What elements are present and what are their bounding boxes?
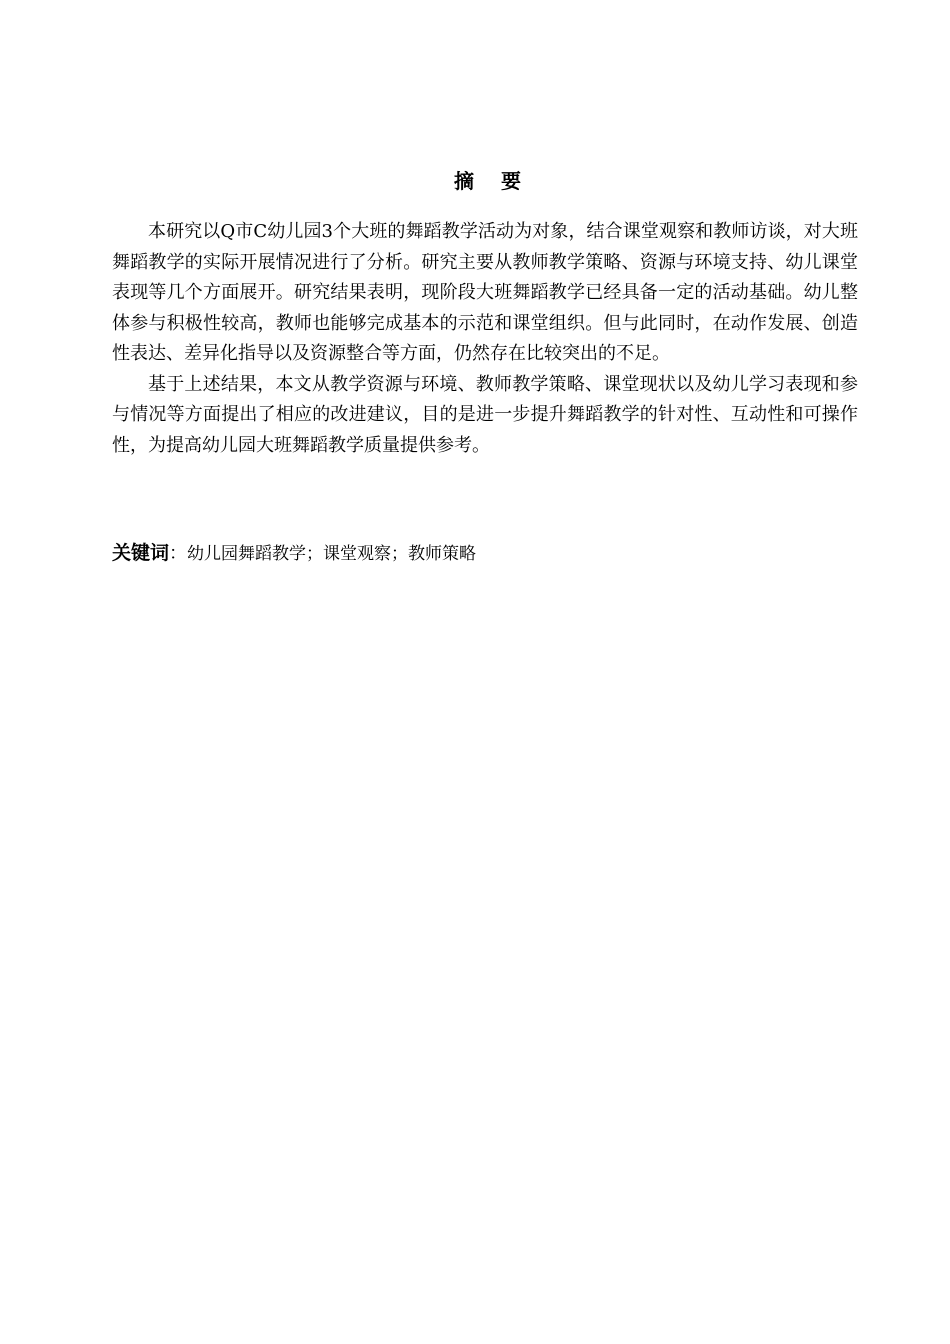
abstract-paragraph-2: 基于上述结果，本文从教学资源与环境、教师教学策略、课堂现状以及幼儿学习表现和参与情况等方面提出了相应的改进建议，目的是进一步提升舞蹈教学的针对性、互动性和可操作性，为提高幼儿园大班舞蹈教学质量提供参考。 bbox=[112, 373, 858, 456]
keywords-separator: ： bbox=[169, 543, 188, 564]
abstract-body bbox=[112, 217, 858, 461]
abstract-title: 摘 要 bbox=[454, 169, 531, 193]
abstract-paragraph-1: 本研究以Q市C幼儿园3个大班的舞蹈教学活动为对象，结合课堂观察和教师访谈，对大班舞蹈教学的实际开展情况进行了分析。研究主要从教师教学策略、资源与环境支持、幼儿课堂表现等几个方面展开。研究结果表明，现阶段大班舞蹈教学已经具备一定的活动基础。幼儿整体参与积极性较高，教师也能够完成基本的示范和课堂组织。但与此同时，在动作发展、创造性表达、差异化指导以及资源整合等方面，仍然存在比较突出的不足。 bbox=[112, 221, 858, 364]
keywords-label: 关键词 bbox=[112, 542, 170, 564]
keywords-line bbox=[112, 538, 858, 569]
keywords-value: 幼儿园舞蹈教学；课堂观察；教师策略 bbox=[187, 544, 477, 564]
